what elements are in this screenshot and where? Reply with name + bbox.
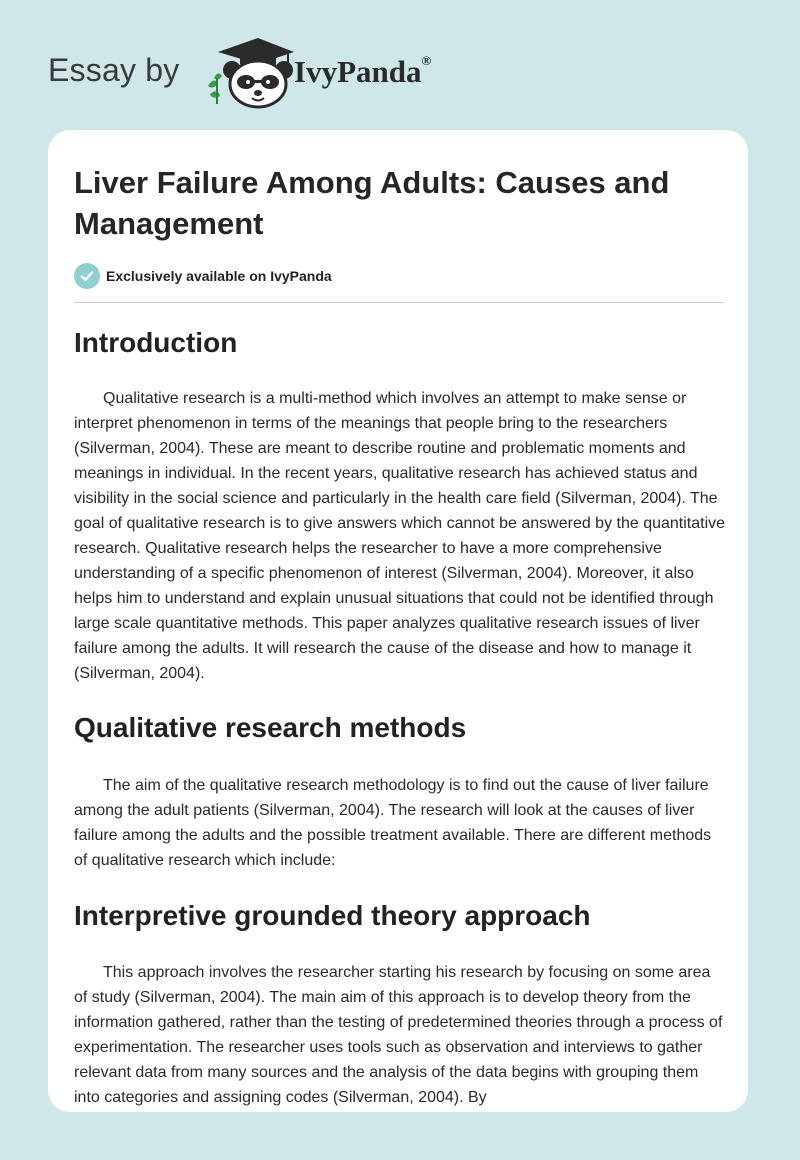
brand-name[interactable]: [294, 54, 431, 90]
essay-body: [74, 324, 726, 1110]
check-icon: [74, 263, 100, 289]
brand-prefix: Essay by: [48, 52, 180, 88]
section-heading-qualitative-methods: Qualitative research methods: [74, 712, 467, 743]
page-title: Liver Failure Among Adults: Causes and Management: [74, 165, 670, 241]
section-heading-introduction: Introduction: [74, 327, 238, 358]
panda-graduate-icon[interactable]: [200, 30, 296, 110]
brand-name-text: IvyPanda: [294, 54, 422, 89]
section-paragraph-grounded-theory: This approach involves the researcher starting his research by focusing on some area of study (Silverman, 2004). The main aim of this approach is to develop theory from the information gathered, rather than the testing of predetermined theories through a process of experimentation. The researcher uses tools such as observation and interviews to gather relevant data from many sources and the analysis of the data begins with grouping them into categories and assigning codes (Silverman, 2004). By: [74, 964, 723, 1106]
registered-mark: ®: [421, 52, 432, 68]
title-divider: [74, 302, 724, 303]
exclusive-label: Exclusively available on IvyPanda: [106, 268, 332, 284]
section-paragraph-introduction: Qualitative research is a multi-method which involves an attempt to make sense or interpret phenomenon in terms of the meanings that people bring to the researchers (Silverman, 2004). These are meant to describe routine and problematic moments and meanings in individual. In the recent years, qualitative research has achieved status and visibility in the social science and particularly in the health care field (Silverman, 2004). The goal of qualitative research is to give answers which cannot be answered by the quantitative research. Qualitative research helps the researcher to have a more comprehensive understanding of a specific phenomenon of interest (Silverman, 2004). Moreover, it also helps him to understand and explain unusual situations that could not be identified through large scale quantitative methods. This paper analyzes qualitative research issues of liver failure among the adults. It will research the cause of the disease and how to manage it (Silverman, 2004).: [74, 390, 726, 682]
section-paragraph-qualitative-methods: The aim of the qualitative research methodology is to find out the cause of liver failure among the adult patients (Silverman, 2004). The research will look at the causes of liver failure among the adults and the possible treatment available. There are different methods of qualitative research which include:: [74, 777, 712, 869]
section-heading-grounded-theory: Interpretive grounded theory approach: [74, 900, 591, 931]
site-header: [0, 0, 800, 130]
exclusive-badge: [74, 263, 332, 289]
essay-card: [48, 130, 748, 1112]
